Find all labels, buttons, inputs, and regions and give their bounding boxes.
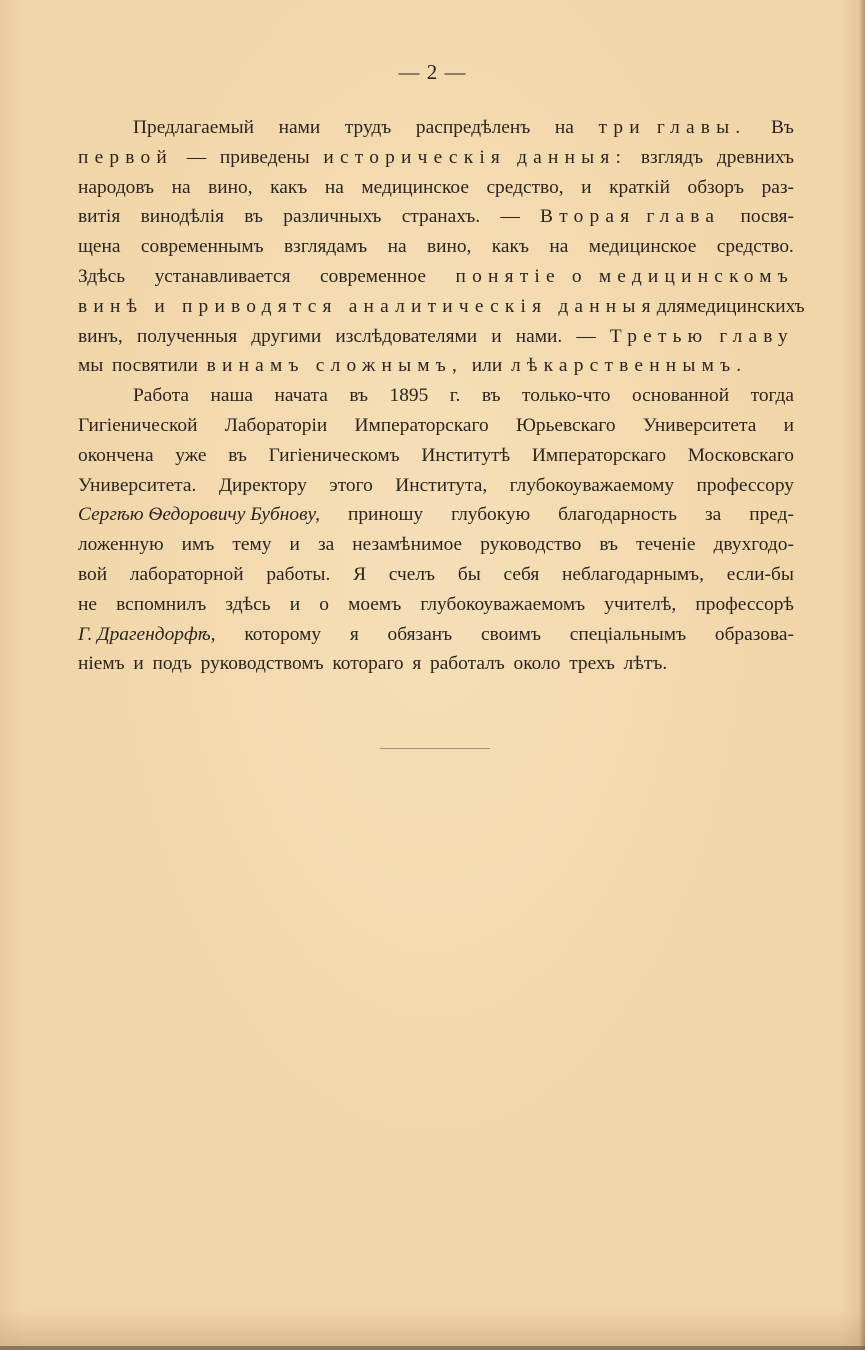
word: витія bbox=[78, 206, 121, 228]
paragraph-2-line-8 bbox=[78, 590, 794, 620]
word: на bbox=[387, 236, 407, 258]
word: за bbox=[704, 504, 722, 526]
word: и bbox=[491, 325, 502, 347]
word: Здѣсь bbox=[78, 265, 126, 287]
word: раз- bbox=[761, 176, 794, 198]
word: около bbox=[513, 653, 561, 675]
word: какъ bbox=[270, 176, 308, 198]
word: странахъ. bbox=[401, 206, 481, 228]
word: винодѣлія bbox=[140, 206, 225, 228]
word: глубокую bbox=[451, 504, 531, 526]
word: Императорскаго bbox=[354, 414, 489, 436]
paragraph-2-line-3 bbox=[78, 441, 794, 471]
word: теченіе bbox=[636, 534, 696, 556]
word: и bbox=[289, 534, 300, 556]
word: медицинское bbox=[588, 236, 697, 258]
paragraph-1-line-8 bbox=[78, 322, 794, 352]
word: взглядамъ bbox=[284, 236, 368, 258]
word: этого bbox=[329, 474, 373, 496]
word: трехъ bbox=[569, 653, 615, 675]
word: Императорскаго bbox=[531, 444, 667, 466]
word: незамѣнимое bbox=[352, 534, 463, 556]
word: спеціальнымъ bbox=[569, 623, 687, 645]
word: счелъ bbox=[388, 563, 436, 585]
word: г. bbox=[449, 385, 461, 407]
word: окончена bbox=[78, 444, 154, 466]
person-name-italic: Г. Драгендорфѣ, bbox=[78, 623, 216, 645]
word: въ bbox=[481, 385, 501, 407]
word: взглядъ bbox=[640, 146, 704, 168]
paragraph-2-line-10 bbox=[78, 649, 794, 679]
word: средство, bbox=[486, 176, 564, 198]
word: и bbox=[133, 653, 144, 675]
word: ложенную bbox=[78, 534, 164, 556]
word: Гигіенической bbox=[78, 414, 198, 436]
word: изслѣдователями bbox=[335, 325, 478, 347]
word: приношу bbox=[347, 504, 424, 526]
word: обзоръ bbox=[687, 176, 745, 198]
word: неблагодарнымъ, bbox=[562, 563, 705, 585]
word: и bbox=[581, 176, 592, 198]
word: другими bbox=[251, 325, 322, 347]
word: благодарность bbox=[558, 504, 677, 526]
word: Предлагаемый bbox=[133, 117, 255, 138]
word: на bbox=[554, 117, 574, 138]
word: Института, bbox=[395, 474, 488, 496]
word: медицинское bbox=[361, 176, 469, 198]
paragraph-1-line-6 bbox=[78, 262, 794, 292]
word: себя bbox=[503, 563, 540, 585]
word: которому bbox=[244, 623, 322, 645]
word: Лабораторіи bbox=[224, 414, 328, 436]
word: о bbox=[319, 593, 329, 615]
word: полученныя bbox=[136, 325, 238, 347]
word: имъ bbox=[181, 534, 215, 556]
word: уже bbox=[175, 444, 207, 466]
word: какъ bbox=[491, 236, 529, 258]
word: глубокоуважаемому bbox=[509, 474, 675, 496]
word: тогда bbox=[750, 385, 794, 407]
spaced-emphasis: три главы. bbox=[598, 117, 747, 138]
word: только-что bbox=[522, 385, 611, 407]
paragraph-2-line-5 bbox=[78, 500, 794, 530]
word: Университета bbox=[642, 414, 757, 436]
word: Я bbox=[353, 563, 367, 585]
page-bottom-edge bbox=[0, 1346, 865, 1350]
word: наша bbox=[210, 385, 254, 407]
word: трудъ bbox=[344, 117, 392, 138]
word: въ bbox=[244, 206, 263, 228]
word: — bbox=[186, 146, 207, 168]
spaced-emphasis: понятіе о медицинскомъ bbox=[455, 265, 794, 287]
word: руководство bbox=[480, 534, 582, 556]
spaced-emphasis: первой bbox=[78, 146, 174, 168]
word: глубокоуважаемомъ bbox=[420, 593, 586, 615]
word: руководствомъ bbox=[200, 653, 324, 675]
word: и bbox=[289, 593, 301, 615]
paragraph-1-line-5 bbox=[78, 232, 794, 262]
word: Работа bbox=[133, 385, 190, 407]
word: лѣтъ. bbox=[623, 653, 668, 675]
word: различныхъ bbox=[283, 206, 382, 228]
spaced-emphasis: Третью главу bbox=[609, 325, 794, 347]
word: въ bbox=[228, 444, 247, 466]
paragraph-1-line-9 bbox=[78, 351, 794, 381]
word: начата bbox=[274, 385, 328, 407]
word: подъ bbox=[152, 653, 192, 675]
word: котораго bbox=[332, 653, 404, 675]
spaced-emphasis: лѣкарственнымъ. bbox=[510, 355, 748, 377]
word: моемъ bbox=[348, 593, 402, 615]
word: Московскаго bbox=[687, 444, 794, 466]
word: учителѣ, bbox=[604, 593, 677, 615]
word: я bbox=[349, 623, 359, 645]
word: — bbox=[500, 206, 520, 228]
word: на bbox=[171, 176, 191, 198]
word: Директору bbox=[218, 474, 307, 496]
word: въ bbox=[349, 385, 369, 407]
paragraph-1-line-2 bbox=[78, 143, 794, 173]
paragraph-2-line-1 bbox=[78, 381, 794, 411]
word: народовъ bbox=[78, 176, 155, 198]
word: на bbox=[549, 236, 569, 258]
spaced-emphasis: винѣ и приводятся аналитическія данныя bbox=[78, 295, 657, 317]
word: на bbox=[324, 176, 344, 198]
word: Юрьевскаго bbox=[515, 414, 616, 436]
word: Въ bbox=[771, 117, 794, 138]
spaced-emphasis: историческія данныя: bbox=[323, 146, 628, 168]
word: медицинскихъ bbox=[685, 295, 805, 317]
paragraph-2-line-6 bbox=[78, 530, 794, 560]
paragraph-2-line-2 bbox=[78, 411, 794, 441]
paragraph-1-line-1 bbox=[78, 113, 794, 143]
word: современнымъ bbox=[140, 236, 264, 258]
word: обязанъ bbox=[387, 623, 453, 645]
section-end-rule bbox=[380, 748, 490, 749]
word: бы bbox=[457, 563, 481, 585]
word: — bbox=[576, 325, 596, 347]
word: 1895 bbox=[389, 385, 429, 407]
word: здѣсь bbox=[225, 593, 271, 615]
word: вино, bbox=[426, 236, 472, 258]
word: краткій bbox=[609, 176, 670, 198]
word: работалъ bbox=[430, 653, 505, 675]
word: нами. bbox=[515, 325, 563, 347]
person-name-italic: Сергѣю Ѳедоровичу Бубнову, bbox=[78, 504, 321, 526]
word: посвятили bbox=[112, 355, 198, 377]
paragraph-1-line-7 bbox=[78, 292, 805, 322]
word: въ bbox=[599, 534, 619, 556]
paragraph-2-line-4 bbox=[78, 471, 794, 501]
paragraph-2-line-7 bbox=[78, 560, 794, 590]
word: пред- bbox=[749, 504, 794, 526]
word: современное bbox=[320, 265, 426, 287]
page-right-edge bbox=[859, 0, 865, 1350]
word: устанавливается bbox=[154, 265, 291, 287]
word: основанной bbox=[631, 385, 730, 407]
word: образова- bbox=[714, 623, 794, 645]
spaced-emphasis: винамъ сложнымъ, bbox=[206, 355, 464, 377]
word: за bbox=[317, 534, 335, 556]
word: и bbox=[783, 414, 794, 436]
word: работы. bbox=[266, 563, 331, 585]
paragraph-2-line-9 bbox=[78, 620, 794, 650]
word: Университета. bbox=[78, 474, 197, 496]
word: ніемъ bbox=[78, 653, 125, 675]
word: средство. bbox=[716, 236, 794, 258]
word: нами bbox=[278, 117, 321, 138]
spaced-emphasis: Вторая глава bbox=[540, 206, 721, 228]
word: своимъ bbox=[480, 623, 541, 645]
word: приведены bbox=[219, 146, 310, 168]
word: или bbox=[471, 355, 503, 377]
paragraph-1-line-3 bbox=[78, 173, 794, 203]
word: Гигіеническомъ bbox=[268, 444, 400, 466]
word: двухгодо- bbox=[713, 534, 794, 556]
word: Институтѣ bbox=[421, 444, 511, 466]
word: я bbox=[412, 653, 422, 675]
word: если-бы bbox=[726, 563, 794, 585]
word: для bbox=[656, 295, 686, 317]
word: щена bbox=[78, 236, 121, 258]
word: вой bbox=[78, 563, 108, 585]
word: мы bbox=[78, 355, 104, 377]
word: лабораторной bbox=[129, 563, 244, 585]
word: посвя- bbox=[740, 206, 794, 228]
word: профессорѣ bbox=[695, 593, 794, 615]
word: не bbox=[78, 593, 97, 615]
word: древнихъ bbox=[716, 146, 794, 168]
body-text bbox=[78, 113, 805, 679]
word: профессору bbox=[696, 474, 794, 496]
paragraph-1-line-4 bbox=[78, 202, 794, 232]
word: распредѣленъ bbox=[415, 117, 531, 138]
word: винъ, bbox=[78, 325, 123, 347]
word: тему bbox=[232, 534, 272, 556]
page-number: — 2 — bbox=[398, 60, 467, 84]
word: вспомнилъ bbox=[116, 593, 207, 615]
word: вино, bbox=[208, 176, 253, 198]
